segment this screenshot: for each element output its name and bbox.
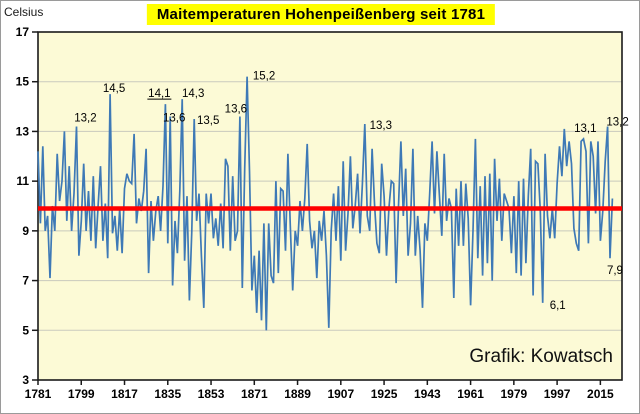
chart-credit: Grafik: Kowatsch bbox=[469, 346, 613, 367]
y-tick-label: 3 bbox=[22, 373, 29, 387]
annotation-label: 13,2 bbox=[74, 112, 97, 125]
x-tick-label: 1853 bbox=[197, 387, 225, 401]
x-tick-label: 1889 bbox=[284, 387, 311, 401]
x-tick-label: 1781 bbox=[24, 387, 52, 401]
x-tick-label: 1835 bbox=[154, 387, 182, 401]
annotation-label: 6,1 bbox=[549, 299, 566, 312]
annotation-label: 14,5 bbox=[102, 83, 126, 96]
y-tick-label: 15 bbox=[15, 74, 29, 89]
x-tick-label: 1979 bbox=[500, 387, 528, 401]
x-tick-label: 1925 bbox=[370, 387, 398, 401]
x-tick-label: 1907 bbox=[327, 387, 355, 401]
x-tick-label: 1871 bbox=[240, 387, 268, 401]
annotation-label: 13,3 bbox=[369, 119, 393, 132]
x-tick-label: 1943 bbox=[413, 387, 441, 401]
y-tick-label: 5 bbox=[22, 323, 29, 338]
annotation-label: 15,2 bbox=[252, 70, 276, 83]
annotation-label: 13,1 bbox=[574, 122, 597, 135]
annotation-label: 13,2 bbox=[606, 116, 629, 129]
annotation-label: 13,6 bbox=[224, 103, 248, 116]
annotation-label: 14,1 bbox=[148, 88, 171, 101]
x-tick-label: 1817 bbox=[111, 387, 138, 401]
annotation-label: 7,9 bbox=[606, 265, 623, 278]
x-tick-label: 1799 bbox=[67, 387, 95, 401]
x-tick-label: 2015 bbox=[587, 387, 614, 401]
x-tick-label: 1961 bbox=[457, 387, 484, 401]
x-tick-label: 1997 bbox=[543, 387, 571, 401]
annotation-label: 13,5 bbox=[197, 115, 220, 127]
chart-title: Maitemperaturen Hohenpeißenberg seit 1781 bbox=[147, 4, 495, 25]
annotation-label: 14,3 bbox=[182, 88, 205, 101]
y-tick-label: 11 bbox=[16, 174, 29, 189]
y-tick-label: 17 bbox=[15, 25, 29, 39]
y-tick-label: 7 bbox=[22, 273, 29, 288]
y-axis-unit-label: Celsius bbox=[4, 5, 44, 19]
annotation-label: 13,6 bbox=[162, 112, 186, 125]
y-tick-label: 9 bbox=[22, 223, 29, 238]
y-tick-label: 13 bbox=[15, 124, 29, 139]
